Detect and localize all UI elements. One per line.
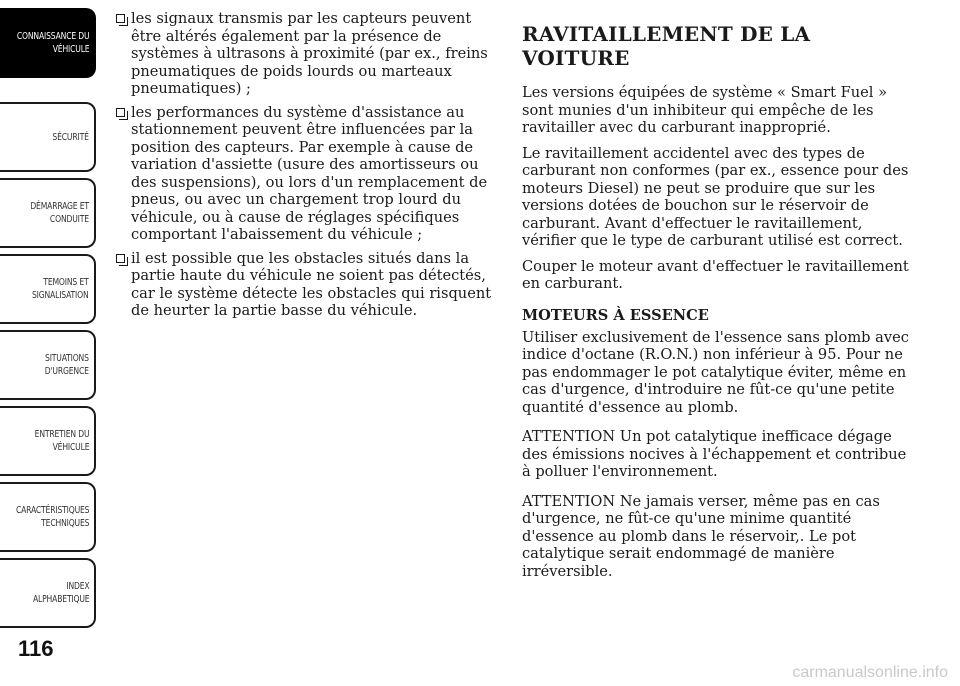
subsection-title: MOTEURS À ESSENCE xyxy=(522,306,709,324)
tab-securite[interactable]: SÉCURITÉ xyxy=(0,102,96,172)
paragraph: Utiliser exclusivement de l'essence sans plomb avec indice d'octane (R.O.N.) non inférieur à 95. Pour ne pas endommager le pot catalytique éviter, même en cas d'urgence, d'introduire ne fût-ce qu'une petite quantité d'essence au plomb. xyxy=(522,328,909,416)
paragraph: Le ravitaillement accidentel avec des types de carburant non conformes (par ex., essence pour des moteurs Diesel) ne peut se produire que sur les versions dotées de bouchon sur le réservoir de carburant. Avant d'effectuer le ravitaillement, vérifier que le type de carburant utilisé est correct. xyxy=(522,144,909,249)
bullet-item: les performances du système d'assistance au stationnement peuvent être influencées par la position des capteurs. Par exemple à cause de variation d'assiette (usure des amortisseurs ou des suspensions), ou lors d'un remplacement de pneus, ou avec un chargement trop lourd du véhicule, ou à cause de réglages spécifiques comportant l'abaissement du véhicule ; xyxy=(116,104,496,244)
left-column xyxy=(116,10,496,326)
chapter-tabs xyxy=(0,0,100,640)
watermark: carmanualsonline.info xyxy=(792,664,948,681)
tab-caracteristiques-techniques[interactable]: CARACTÉRISTIQUES TECHNIQUES xyxy=(0,482,96,552)
page-number: 116 xyxy=(18,636,54,661)
bullet-item: il est possible que les obstacles situés dans la partie haute du véhicule ne soient pas détectés, car le système détecte les obstacles qui risquent de heurter la partie basse du véhicule. xyxy=(116,250,496,320)
section-title: RAVITAILLEMENT DE LA VOITURE xyxy=(522,22,811,70)
tab-index-alphabetique[interactable]: INDEX ALPHABETIQUE xyxy=(0,558,96,628)
checkbox-bullet-icon xyxy=(116,14,125,23)
tab-connaissance-du-vehicule[interactable]: CONNAISSANCE DU VÉHICULE xyxy=(0,8,96,78)
right-column xyxy=(522,22,914,588)
paragraph: Les versions équipées de système « Smart Fuel » sont munies d'un inhibiteur qui empêche de les ravitailler avec du carburant inapproprié. xyxy=(522,84,888,136)
tab-demarrage-et-conduite[interactable]: DÉMARRAGE ET CONDUITE xyxy=(0,178,96,248)
checkbox-bullet-icon xyxy=(116,108,125,117)
tab-temoins-et-signalisation[interactable]: TEMOINS ET SIGNALISATION xyxy=(0,254,96,324)
paragraph: Couper le moteur avant d'effectuer le ravitaillement en carburant. xyxy=(522,257,909,292)
warning-paragraph: ATTENTION Ne jamais verser, même pas en cas d'urgence, ne fût-ce qu'une minime quantité d'essence au plomb dans le réservoir,. Le pot catalytique serait endommagé de manière irréversible. xyxy=(522,492,880,580)
bullet-item: les signaux transmis par les capteurs peuvent être altérés également par la présence de systèmes à ultrasons à proximité (par ex., freins pneumatiques de poids lourds ou marteaux pneumatiques) ; xyxy=(116,10,496,98)
tab-entretien-du-vehicule[interactable]: ENTRETIEN DU VÉHICULE xyxy=(0,406,96,476)
tab-situations-d-urgence[interactable]: SITUATIONS D'URGENCE xyxy=(0,330,96,400)
warning-paragraph: ATTENTION Un pot catalytique inefficace dégage des émissions nocives à l'échappement et contribue à polluer l'environnement. xyxy=(522,428,907,480)
checkbox-bullet-icon xyxy=(116,254,125,263)
